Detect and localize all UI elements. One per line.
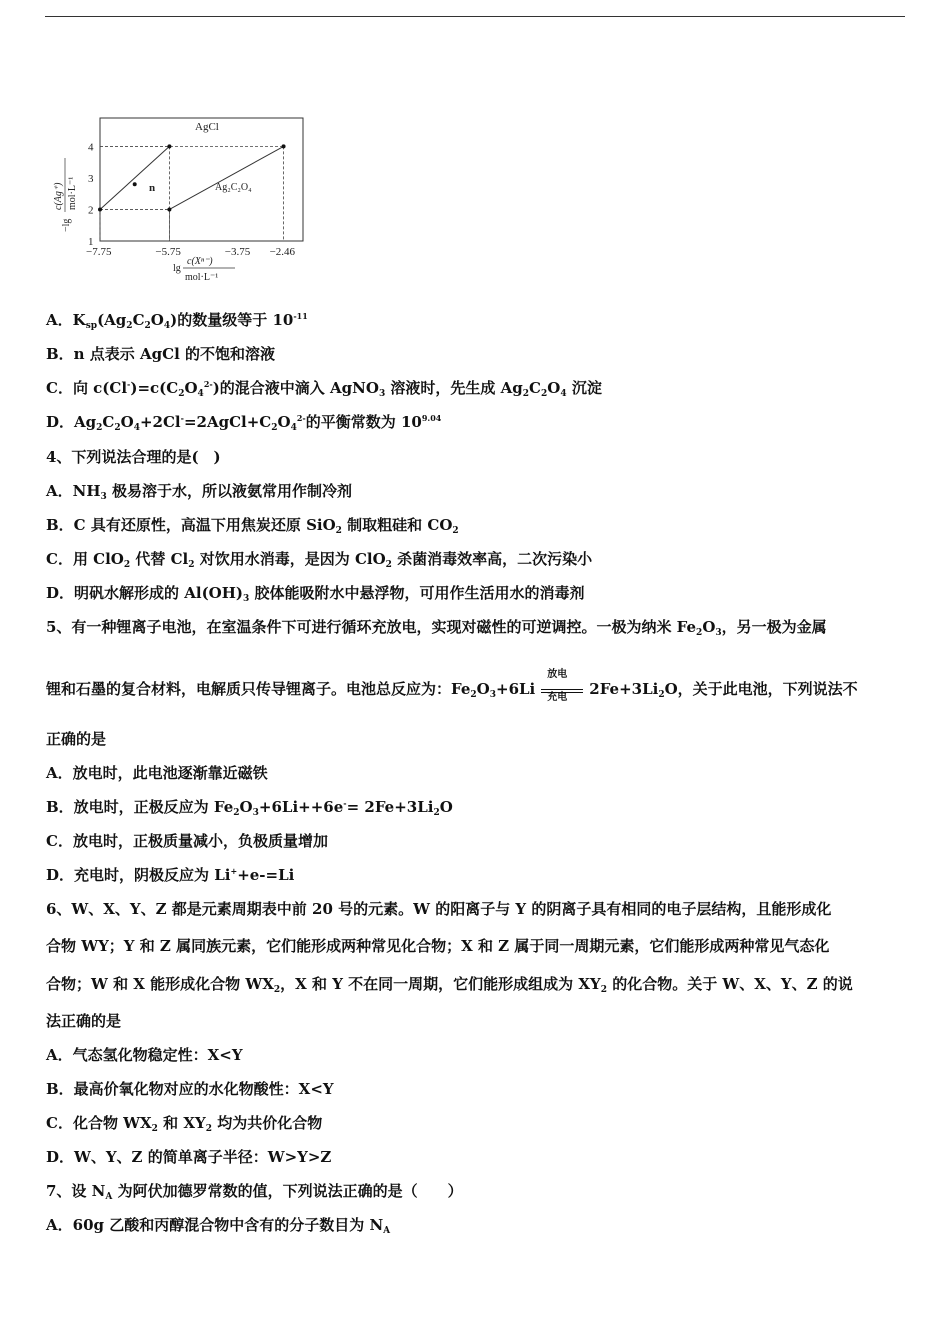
header-rule (45, 16, 905, 17)
y-tick-1: 2 (88, 204, 94, 217)
ylabel-top: c(Ag⁺) (53, 182, 64, 210)
arrow-discharge-label: 放电 (547, 669, 568, 680)
label-ag2c2o4: Ag₂C₂O₄ (215, 182, 252, 193)
q6-stem-line3: 合物；W 和 X 能形成化合物 $WX_2$，X 和 Y 不在同一周期，它们能形成组成为 $XY_2$ 的化合物。关于 W、X、Y、Z 的说 (46, 975, 853, 995)
q6-option-d: D．W、Y、Z 的简单离子半径：W>Y>Z (46, 1148, 332, 1166)
x-tick-1: −5.75 (155, 246, 181, 258)
series-line-1 (169, 146, 283, 209)
series-point-0-0 (98, 207, 102, 211)
q5-option-a: A．放电时，此电池逐渐靠近磁铁 (46, 764, 268, 782)
ylabel-prefix: −lg (61, 218, 72, 232)
y-tick-2: 3 (88, 172, 94, 185)
q4-option-c: C．用 ClO$_2$ 代替 $Cl_2$ 对饮用水消毒，是因为 ClO$_2$ 杀菌消毒效率高，二次污染小 (46, 550, 593, 570)
q4-stem: 4、下列说法合理的是( ) (46, 448, 221, 466)
xlabel-top: c(Xⁿ⁻) (187, 256, 213, 267)
q4-option-d: D．明矾水解形成的 $Al(OH)_3$ 胶体能吸附水中悬浮物，可用作生活用水的消毒剂 (46, 584, 585, 604)
label-agcl: AgCl (195, 121, 219, 133)
chart-svg (45, 108, 325, 298)
q6-option-c: C．化合物 $WX_2$ 和 $XY_2$ 均为共价化合物 (46, 1114, 323, 1134)
q6-stem-line2: 合物 WY；Y 和 Z 属同族元素，它们能形成两种常见化合物；X 和 Z 属于同一周期元素，它们能形成两种常见气态化 (46, 937, 830, 955)
xlabel-prefix: lg (173, 263, 181, 274)
q5-stem-line2 (46, 669, 858, 703)
label-n: n (149, 182, 156, 194)
q7-option-a: A．60g 乙酸和丙醇混合物中含有的分子数目为 $N_A$ (46, 1216, 391, 1236)
q5-option-c: C．放电时，正极质量减小，负极质量增加 (46, 832, 328, 850)
xlabel-bottom: mol·L⁻¹ (185, 272, 219, 283)
x-tick-2: −3.75 (224, 246, 251, 258)
q3-option-c: C．向 $c(Cl^-)=c(C_2O_4^{2-})$的混合液中滴入 AgNO$_3$ 溶液时，先生成 $Ag_2C_2O_4$ 沉淀 (46, 379, 602, 399)
q5-line2-part2: $2Fe+3Li_2O$，关于此电池，下列说法不 (589, 680, 858, 700)
q6-stem-line4: 法正确的是 (46, 1012, 122, 1030)
q3-option-d: D．$Ag_2C_2O_4+2Cl^-=2AgCl+C_2O_4^{2-}$的平衡常数为 $10^{9.04}$ (46, 413, 442, 433)
q5-stem-line3: 正确的是 (46, 730, 107, 748)
plot-frame (100, 118, 303, 241)
q6-option-b: B．最高价氧化物对应的水化物酸性：X<Y (46, 1080, 334, 1098)
solubility-chart (45, 108, 325, 298)
series-point-1-1 (282, 144, 286, 148)
q5-stem-line1: 5、有一种锂离子电池，在室温条件下可进行循环充放电，实现对磁性的可逆调控。一极为纳米 $Fe_2O_3$，另一极为金属 (46, 618, 827, 638)
ylabel-bottom: mol·L⁻¹ (67, 176, 78, 210)
reversible-arrow (539, 669, 585, 703)
q4-option-a: A．$NH_3$ 极易溶于水，所以液氨常用作制冷剂 (46, 482, 353, 502)
q5-line2-part1: 锂和石墨的复合材料，电解质只传导锂离子。电池总反应为：$Fe_2O_3+6Li$ (46, 680, 536, 700)
q6-option-a: A．气态氢化物稳定性：X<Y (46, 1046, 243, 1064)
q5-option-b: B．放电时，正极反应为 $Fe_2O_3+6Li++6e^-= 2Fe+3Li_2O$ (46, 798, 453, 818)
q3-option-a: A．$K_{sp}(Ag_2C_2O_4)$的数量级等于 $10^{-11}$ (46, 311, 308, 331)
point-n (133, 182, 137, 186)
y-tick-0: 1 (88, 236, 94, 248)
q4-option-b: B．C 具有还原性，高温下用焦炭还原 SiO$_2$ 制取粗硅和 $CO_2$ (46, 516, 459, 536)
series-point-0-1 (167, 144, 171, 148)
y-tick-3: 4 (88, 141, 94, 154)
series-point-1-0 (167, 207, 171, 211)
q7-stem: 7、设 $N_A$ 为阿伏加德罗常数的值，下列说法正确的是（ ） (46, 1182, 463, 1202)
x-tick-0: −7.75 (86, 246, 112, 258)
arrow-charge-label: 充电 (547, 692, 568, 703)
q5-option-d: D．充电时，阴极反应为 Li++e-=Li (46, 866, 295, 884)
x-tick-3: −2.46 (269, 246, 296, 258)
q6-stem-line1: 6、W、X、Y、Z 都是元素周期表中前 20 号的元素。W 的阳离子与 Y 的阴离子具有相同的电子层结构，且能形成化 (46, 900, 832, 918)
series-line-0 (100, 146, 169, 209)
q3-option-b: B．n 点表示 AgCl 的不饱和溶液 (46, 345, 276, 363)
